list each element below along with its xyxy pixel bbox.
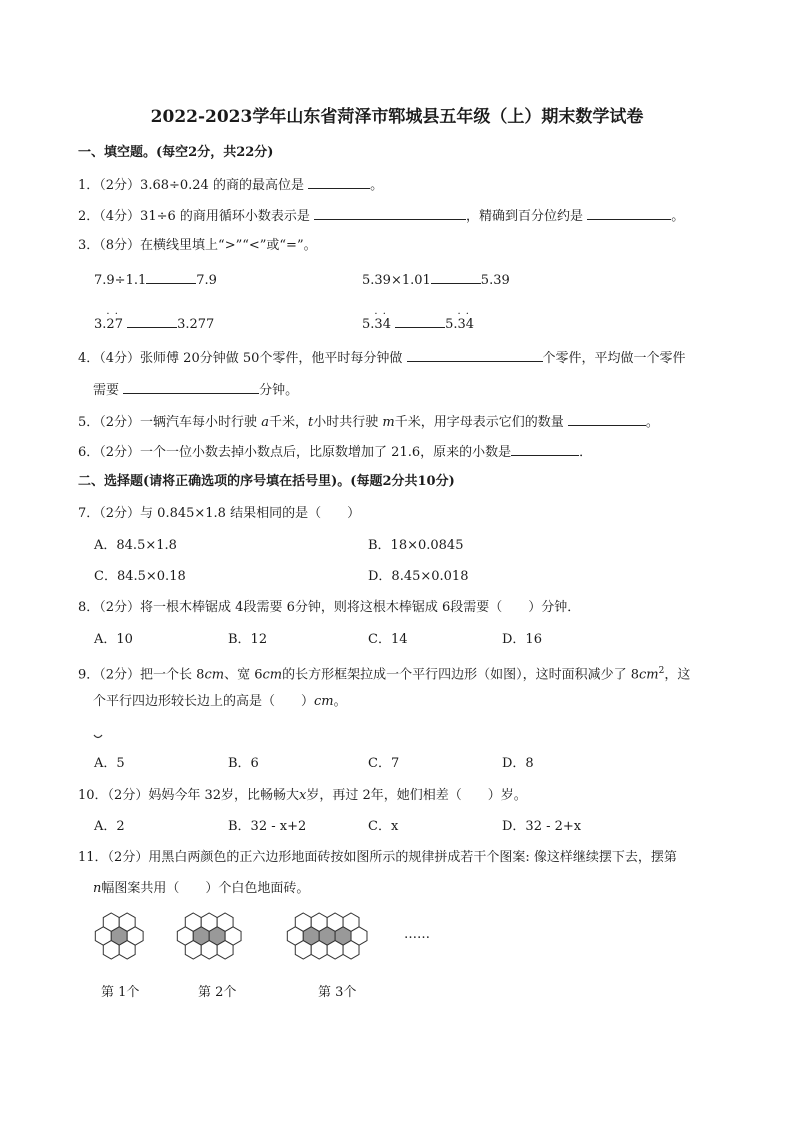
compare-item-d [362, 309, 475, 334]
digit: 4 [465, 317, 475, 332]
question-text: 5．（2分）一辆汽车每小时行驶 [78, 415, 258, 430]
question-8: 8．（2分）将一根木棒锯成 4段需要 6分钟，则将这根木棒锯成 6段需要（ ）分钟． [78, 600, 581, 615]
question-text: 6．（2分）一个一位小数去掉小数点后，比原数增加了 21.6，原来的小数是 [78, 445, 512, 460]
answer-blank[interactable] [123, 380, 259, 394]
option-c[interactable]: C．x [368, 819, 399, 834]
page-title: 2022-2023学年山东省菏泽市郓城县五年级（上）期末数学试卷 [150, 107, 644, 127]
unit: cm [262, 667, 283, 683]
expression-left-int: 5. [362, 317, 375, 332]
repeating-digit [465, 309, 475, 334]
white-hex-tile [103, 941, 119, 959]
option-c[interactable]: C．14 [368, 632, 408, 647]
question-text: 千米，用字母表示它们的数量 [394, 415, 564, 430]
repeat-dot: · [114, 309, 118, 320]
repeating-digit [374, 309, 383, 334]
answer-blank[interactable] [407, 348, 543, 362]
question-4-line-2 [93, 380, 298, 400]
white-hex-tile [343, 941, 359, 959]
question-10 [78, 787, 527, 805]
question-text: ，这 [664, 667, 691, 683]
repeating-digit [114, 309, 123, 334]
option-d[interactable]: D．16 [502, 632, 542, 647]
option-a[interactable]: A．5 [94, 756, 125, 771]
question-7: 7．（2分）与 0.845×1.8 结果相同的是（ ） [78, 506, 361, 521]
pattern-caption-2: 第 2个 [198, 985, 237, 1000]
option-d[interactable]: D．8 [502, 756, 534, 771]
white-hex-tile [217, 941, 233, 959]
hex-pattern-1 [94, 912, 146, 968]
question-end: ． [579, 445, 593, 460]
pattern-caption-1: 第 1个 [101, 985, 140, 1000]
question-text: 1．（2分）3.68÷0.24 的商的最高位是 [78, 178, 304, 193]
question-text: 10．（2分）妈妈今年 32岁，比畅畅大 [78, 788, 299, 803]
hex-pattern-3 [286, 912, 402, 968]
option-b[interactable]: B．6 [228, 756, 259, 771]
answer-blank[interactable] [308, 175, 370, 189]
question-text: 幅图案共用（ ）个白色地面砖。 [101, 881, 310, 896]
answer-blank[interactable] [568, 412, 646, 426]
white-hex-tile [311, 941, 327, 959]
broken-figure-icon [93, 728, 103, 734]
expression-left: 7.9÷1.1 [94, 273, 147, 288]
question-text: 需要 [93, 383, 120, 398]
expression-right: 5.39 [480, 273, 510, 288]
question-end: 。 [370, 178, 384, 193]
question-end: 。 [671, 209, 685, 224]
question-text: 4．（4分）张师傅 20分钟做 50个零件，他平时每分钟做 [78, 351, 403, 366]
variable: m [382, 415, 395, 430]
white-hex-tile [295, 941, 311, 959]
answer-blank[interactable] [587, 206, 671, 220]
question-9-line-2: 个平行四边形较长边上的高是（ ）cm。 [93, 694, 347, 709]
repeating-digit [382, 309, 391, 334]
digit: 3 [457, 317, 466, 332]
option-a[interactable]: A．84.5×1.8 [94, 538, 177, 553]
unit: cm [638, 667, 659, 683]
digit: 2 [106, 317, 115, 332]
repeat-dot: · [374, 309, 378, 320]
compare-item-c [94, 309, 215, 334]
question-9-line-1 [78, 662, 690, 684]
option-c[interactable]: C．7 [368, 756, 400, 771]
white-hex-tile [185, 941, 201, 959]
continuation-ellipsis: …… [404, 927, 430, 942]
question-4-line-1 [78, 348, 686, 368]
question-end: 。 [645, 415, 659, 430]
question-text: 小时共行驶 [313, 415, 379, 430]
section-heading-multiple-choice: 二、选择题(请将正确选项的序号填在括号里)。(每题2分共10分) [78, 474, 455, 489]
answer-blank[interactable] [395, 314, 445, 328]
unit: cm [314, 694, 334, 709]
repeat-dot: · [106, 309, 110, 320]
hex-pattern-2 [176, 912, 260, 968]
superscript: 2 [658, 666, 665, 676]
digit: 3 [374, 317, 383, 332]
option-d[interactable]: D．8.45×0.018 [368, 569, 469, 584]
question-text: 9．（2分）把一个长 8 [78, 667, 205, 683]
question-text: 个零件，平均做一个零件 [542, 351, 686, 366]
variable: a [261, 415, 269, 430]
answer-blank[interactable] [314, 206, 466, 220]
compare-item-b [362, 270, 510, 290]
question-3: 3．（8分）在横线里填上“>”“<”或“=”。 [78, 238, 317, 253]
option-d[interactable]: D．32 - 2+x [502, 819, 582, 834]
question-text: 分钟。 [259, 383, 299, 398]
digit: 4 [382, 317, 391, 332]
option-a[interactable]: A．10 [94, 632, 133, 647]
expression-left: 5.39×1.01 [362, 273, 431, 288]
compare-item-a [94, 270, 217, 290]
question-text: ，精确到百分位约是 [466, 209, 584, 224]
question-text: 个平行四边形较长边上的高是（ ） [93, 694, 315, 709]
question-text: 、宽 6 [224, 667, 263, 683]
variable: t [307, 415, 314, 430]
question-11-line-1: 11．（2分）用黑白两颜色的正六边形地面砖按如图所示的规律拼成若干个图案: 像这样继续摆下去，摆第 [78, 850, 677, 865]
option-b[interactable]: B．18×0.0845 [368, 538, 464, 553]
question-11-line-2 [93, 880, 309, 898]
answer-blank[interactable] [511, 442, 579, 456]
question-text: 岁，再过 2年，她们相差（ ）岁。 [306, 788, 527, 803]
question-2 [78, 206, 684, 226]
expression-right: 5. [445, 317, 458, 332]
option-a[interactable]: A．2 [94, 819, 125, 834]
question-6 [78, 442, 592, 462]
digit: 7 [114, 317, 123, 332]
repeat-dot: · [465, 309, 469, 320]
white-hex-tile [201, 941, 217, 959]
white-hex-tile [327, 941, 343, 959]
expression-right: 3.277 [177, 317, 215, 332]
question-5 [78, 412, 659, 432]
repeating-digit [106, 309, 115, 334]
unit: cm [204, 667, 225, 683]
option-c[interactable]: C．84.5×0.18 [94, 569, 186, 584]
question-text: 千米， [268, 415, 308, 430]
question-text: 的长方形框架拉成一个平行四边形（如图），这时面积减少了 8 [282, 667, 639, 683]
expression-left-int: 3. [94, 317, 107, 332]
question-text: 2．（4分）31÷6 的商用循环小数表示是 [78, 209, 310, 224]
option-b[interactable]: B．32 - x+2 [228, 819, 307, 834]
answer-blank[interactable] [431, 270, 481, 284]
repeating-digit [457, 309, 466, 334]
section-heading-fill-in: 一、填空题。(每空2分，共22分) [78, 145, 274, 160]
variable: n [93, 881, 102, 896]
option-b[interactable]: B．12 [228, 632, 268, 647]
repeat-dot: · [457, 309, 461, 320]
expression-right: 7.9 [196, 273, 217, 288]
answer-blank[interactable] [127, 314, 177, 328]
variable: x [299, 788, 307, 803]
pattern-caption-3: 第 3个 [318, 985, 357, 1000]
question-1 [78, 175, 383, 195]
white-hex-tile [119, 941, 135, 959]
answer-blank[interactable] [146, 270, 196, 284]
repeat-dot: · [382, 309, 386, 320]
